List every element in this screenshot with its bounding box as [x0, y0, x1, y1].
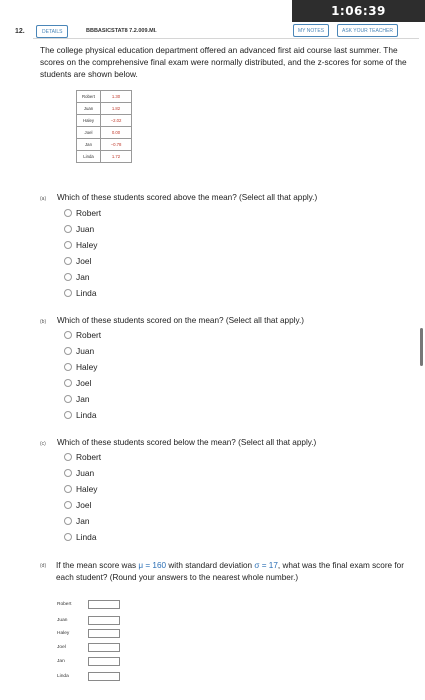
part-b-question: Which of these students scored on the mean? (Select all that apply.)	[57, 316, 304, 325]
mean-expression: μ = 160	[138, 561, 167, 570]
checkbox[interactable]	[64, 379, 72, 387]
table-row	[77, 115, 132, 127]
z-score-value: −2.02	[101, 115, 132, 127]
part-a-option-linda[interactable]	[64, 287, 97, 299]
student-name: Robert	[77, 91, 101, 103]
part-c-option-jan[interactable]	[64, 515, 90, 527]
score-label-robert: Robert	[57, 602, 72, 607]
part-d-text-mid: with standard deviation	[166, 561, 255, 570]
checkbox[interactable]	[64, 241, 72, 249]
part-a-question: Which of these students scored above the mean? (Select all that apply.)	[57, 193, 318, 202]
part-c-label: (c)	[40, 441, 46, 447]
checkbox[interactable]	[64, 273, 72, 281]
checkbox[interactable]	[64, 469, 72, 477]
table-row	[77, 139, 132, 151]
part-c-option-robert[interactable]	[64, 451, 101, 463]
part-a-option-juan[interactable]	[64, 223, 94, 235]
score-input-joel[interactable]	[88, 643, 120, 652]
z-score-value: 1.82	[101, 103, 132, 115]
ask-your-teacher-button[interactable]: ASK YOUR TEACHER	[337, 24, 398, 37]
part-b-option-joel[interactable]	[64, 377, 91, 389]
student-name: Joel	[77, 127, 101, 139]
scrollbar[interactable]	[420, 328, 423, 366]
part-b-option-jan[interactable]	[64, 393, 90, 405]
option-label: Juan	[76, 346, 95, 356]
table-row	[77, 127, 132, 139]
part-a-option-robert[interactable]	[64, 207, 101, 219]
part-d-label: (d)	[40, 563, 47, 569]
checkbox[interactable]	[64, 533, 72, 541]
part-c-option-juan[interactable]	[64, 467, 94, 479]
option-label: Jan	[76, 272, 90, 282]
z-score-value: −0.78	[101, 139, 132, 151]
option-label: Jan	[76, 394, 90, 404]
student-name: Jan	[77, 139, 101, 151]
checkbox[interactable]	[64, 453, 72, 461]
part-d-text-before: If the mean score was	[56, 561, 139, 570]
part-b-option-juan[interactable]	[64, 345, 94, 357]
part-c-question: Which of these students scored below the mean? (Select all that apply.)	[57, 438, 317, 447]
score-input-linda[interactable]	[88, 672, 120, 681]
option-label: Linda	[76, 288, 97, 298]
question-intro: The college physical education department offered an advanced first aid course last summer. The scores on the comprehensive final exam were normally distributed, and the z-scores for some of the students are shown below.	[40, 45, 407, 79]
score-label-haley: Haley	[57, 631, 70, 636]
score-input-jan[interactable]	[88, 657, 120, 666]
std-dev-expression: σ = 17	[254, 561, 278, 570]
part-b-option-linda[interactable]	[64, 409, 97, 421]
student-name: Juan	[77, 103, 101, 115]
part-b-label: (b)	[40, 319, 47, 325]
checkbox[interactable]	[64, 517, 72, 525]
question-code: BBBASICSTAT8 7.2.009.MI.	[86, 28, 157, 34]
student-name: Haley	[77, 115, 101, 127]
checkbox[interactable]	[64, 485, 72, 493]
option-label: Haley	[76, 362, 98, 372]
table-row	[77, 103, 132, 115]
option-label: Joel	[76, 256, 92, 266]
z-score-value: 1.30	[101, 91, 132, 103]
student-name: Linda	[77, 151, 101, 163]
option-label: Juan	[76, 468, 95, 478]
option-label: Robert	[76, 330, 102, 340]
part-d-text-after: , what was the final exam score for each student? (Round your answers to the nearest whole number.)	[56, 561, 404, 582]
checkbox[interactable]	[64, 411, 72, 419]
z-score-table	[76, 90, 132, 163]
option-label: Linda	[76, 410, 97, 420]
checkbox[interactable]	[64, 209, 72, 217]
table-row	[77, 151, 132, 163]
my-notes-button[interactable]: MY NOTES	[293, 24, 329, 37]
option-label: Robert	[76, 452, 102, 462]
score-label-juan: Juan	[57, 618, 68, 623]
option-label: Haley	[76, 240, 98, 250]
question-number: 12.	[15, 28, 25, 35]
score-label-jan: Jan	[57, 659, 65, 664]
option-label: Linda	[76, 532, 97, 542]
option-label: Joel	[76, 500, 92, 510]
option-label: Robert	[76, 208, 102, 218]
checkbox[interactable]	[64, 331, 72, 339]
table-row	[77, 91, 132, 103]
header-divider	[33, 38, 419, 39]
option-label: Juan	[76, 224, 95, 234]
part-b-option-robert[interactable]	[64, 329, 101, 341]
z-score-value: 0.00	[101, 127, 132, 139]
countdown-timer: 1:06:39	[292, 0, 425, 22]
score-label-joel: Joel	[57, 645, 66, 650]
part-a-option-jan[interactable]	[64, 271, 90, 283]
details-button[interactable]: DETAILS	[36, 25, 68, 38]
option-label: Jan	[76, 516, 90, 526]
checkbox[interactable]	[64, 289, 72, 297]
checkbox[interactable]	[64, 395, 72, 403]
part-c-option-linda[interactable]	[64, 531, 97, 543]
checkbox[interactable]	[64, 363, 72, 371]
option-label: Joel	[76, 378, 92, 388]
checkbox[interactable]	[64, 501, 72, 509]
score-label-linda: Linda	[57, 674, 69, 679]
score-input-haley[interactable]	[88, 629, 120, 638]
part-a-label: (a)	[40, 196, 47, 202]
score-input-robert[interactable]	[88, 600, 120, 609]
checkbox[interactable]	[64, 347, 72, 355]
part-a-option-haley[interactable]	[64, 239, 97, 251]
part-d-question	[56, 560, 416, 584]
part-c-option-joel[interactable]	[64, 499, 91, 511]
part-c-option-haley[interactable]	[64, 483, 97, 495]
z-score-value: 1.72	[101, 151, 132, 163]
score-input-juan[interactable]	[88, 616, 120, 625]
part-b-option-haley[interactable]	[64, 361, 97, 373]
part-a-option-joel[interactable]	[64, 255, 91, 267]
option-label: Haley	[76, 484, 98, 494]
checkbox[interactable]	[64, 225, 72, 233]
checkbox[interactable]	[64, 257, 72, 265]
